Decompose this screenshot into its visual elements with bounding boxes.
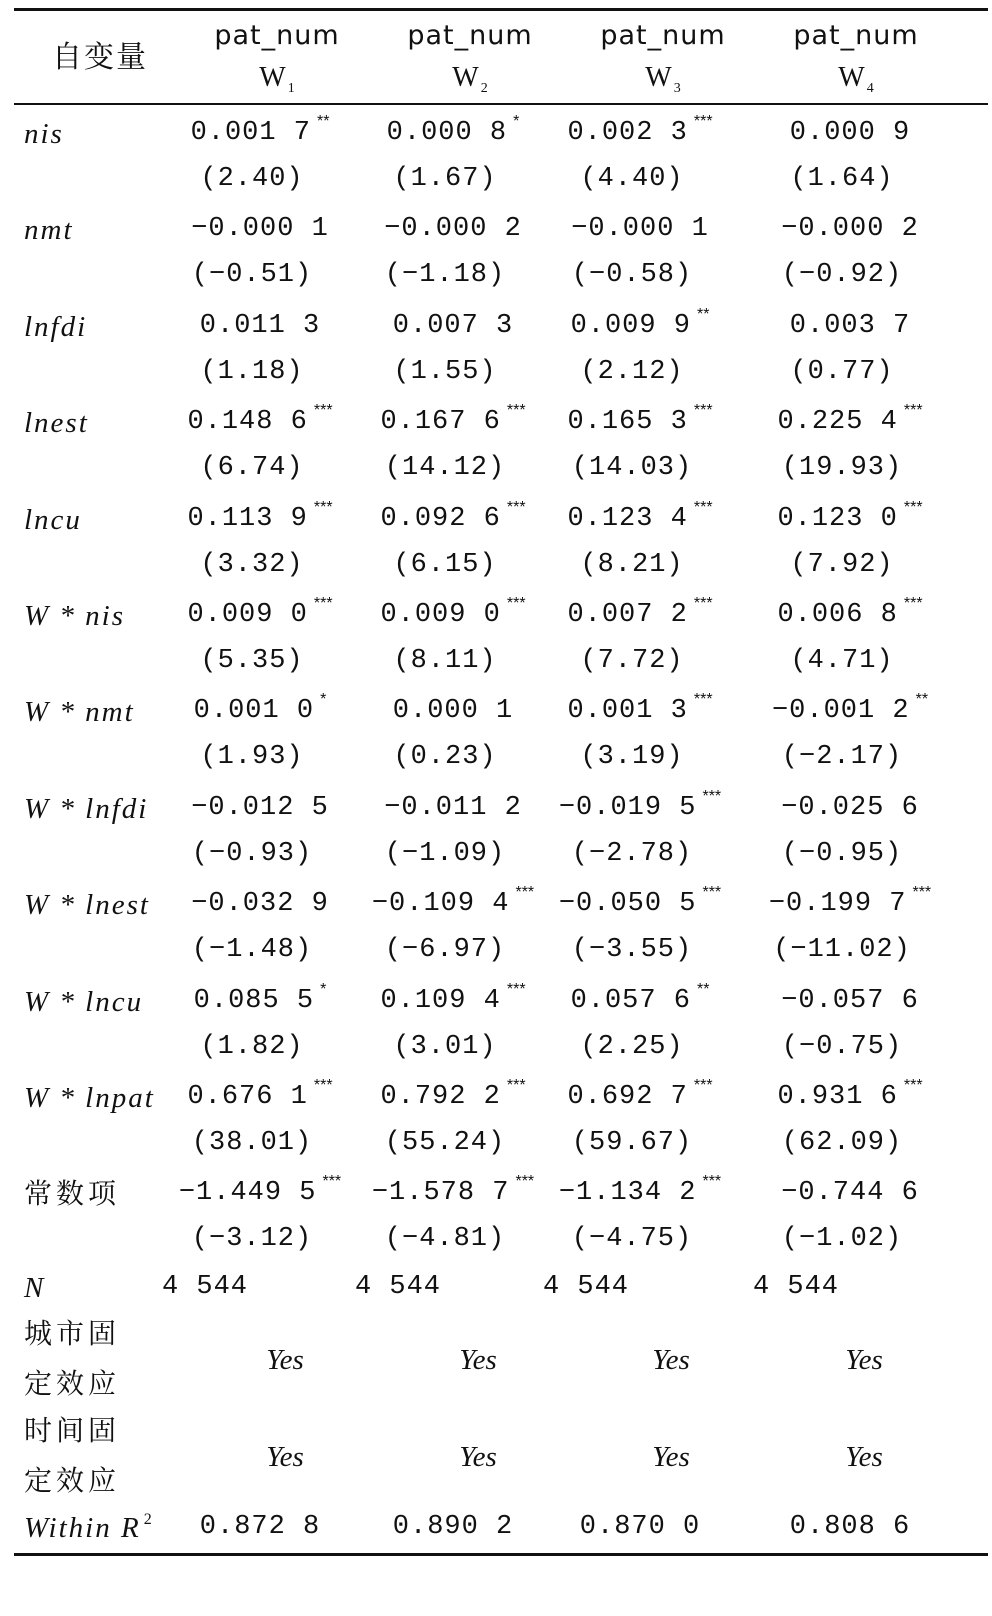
row-label: W * nis <box>24 600 125 632</box>
t-stat-cell: (−0.92) <box>781 260 903 291</box>
fixed-effect-value: Yes <box>845 1441 883 1473</box>
header-weight-2 <box>452 64 487 96</box>
t-stat-cell: (14.12) <box>384 453 506 484</box>
significance-stars: *** <box>693 402 713 420</box>
t-stat-cell: (14.03) <box>571 453 693 484</box>
bottom-rule <box>14 1553 988 1556</box>
significance-stars: ** <box>915 691 929 709</box>
significance-stars: *** <box>903 1077 923 1094</box>
t-stat-cell: (0.77) <box>790 356 894 387</box>
fixed-effect-value: Yes <box>652 1441 690 1473</box>
coef-value: 0.123 0 <box>777 503 898 534</box>
t-stat-cell: (−0.95) <box>781 838 903 869</box>
coef-cell <box>384 216 522 243</box>
coef-value: 0.001 0 <box>193 696 315 727</box>
coef-cell <box>777 402 923 438</box>
t-stat-cell: (−6.97) <box>384 935 506 966</box>
weight-subscript: 1 <box>287 81 295 96</box>
coef-value: 0.109 4 <box>380 985 501 1016</box>
significance-stars: ** <box>696 980 710 998</box>
coef-cell <box>190 113 330 148</box>
weight-subscript: 4 <box>866 81 874 96</box>
coef-value: −0.032 9 <box>191 889 329 920</box>
t-stat-cell: (1.82) <box>200 1031 304 1062</box>
weight-letter: W <box>838 62 865 93</box>
coef-cell <box>393 698 513 725</box>
significance-stars: *** <box>702 884 722 902</box>
coef-cell <box>567 402 713 438</box>
coef-value: 0.003 7 <box>789 310 911 341</box>
coef-value: 0.001 3 <box>567 696 688 727</box>
coef-value: 0.011 3 <box>199 310 321 341</box>
within-r2-value: 0.808 6 <box>789 1512 911 1542</box>
fixed-effect-value: Yes <box>266 1441 304 1473</box>
coef-value: −0.199 7 <box>768 889 907 920</box>
coef-value: 0.001 7 <box>190 118 311 148</box>
t-stat-cell: (1.67) <box>393 164 497 194</box>
significance-stars: *** <box>506 595 526 612</box>
t-stat-cell: (−4.75) <box>571 1224 693 1255</box>
significance-stars: *** <box>912 884 932 902</box>
r2-superscript: 2 <box>143 1511 154 1528</box>
coef-value: −0.012 5 <box>191 792 329 823</box>
coef-cell <box>380 402 526 438</box>
significance-stars: *** <box>693 498 713 516</box>
coef-value: −0.000 2 <box>384 214 522 245</box>
significance-stars: *** <box>903 498 923 516</box>
significance-stars: *** <box>313 1077 333 1094</box>
t-stat-cell: (−2.78) <box>571 838 693 869</box>
significance-stars: * <box>320 980 327 998</box>
coef-cell <box>371 1173 535 1209</box>
t-stat-cell: (2.25) <box>580 1031 684 1062</box>
header-weight-4 <box>838 64 873 96</box>
fixed-effect-label-line2: 定效应 <box>24 1464 121 1497</box>
t-stat-cell: (−1.48) <box>191 935 313 966</box>
t-stat-cell: (−1.02) <box>781 1224 903 1255</box>
coef-cell <box>771 691 929 727</box>
t-stat-cell: (−11.02) <box>773 935 911 966</box>
n-value: 4 544 <box>543 1272 630 1302</box>
header-dep-var-4: pat_num <box>793 20 919 51</box>
top-rule <box>14 8 988 11</box>
t-stat-cell: (3.19) <box>580 742 684 773</box>
coef-cell <box>777 595 923 630</box>
coef-cell <box>187 498 333 534</box>
coef-cell <box>380 595 526 630</box>
t-stat-cell: (5.35) <box>200 646 304 676</box>
fixed-effect-label-line2: 定效应 <box>24 1367 121 1400</box>
t-stat-cell: (3.01) <box>393 1031 497 1062</box>
coef-value: −1.134 2 <box>558 1178 697 1209</box>
coef-cell <box>567 498 713 534</box>
fixed-effect-value: Yes <box>845 1344 883 1376</box>
coef-cell <box>392 310 514 341</box>
fixed-effect-value: Yes <box>652 1344 690 1376</box>
t-stat-cell: (6.74) <box>200 453 304 484</box>
significance-stars: *** <box>313 595 333 612</box>
t-stat-cell: (−1.09) <box>384 838 506 869</box>
significance-stars: ** <box>316 113 330 130</box>
t-stat-cell: (1.55) <box>393 356 497 387</box>
row-label: lnest <box>24 407 89 440</box>
t-stat-cell: (−4.81) <box>384 1224 506 1255</box>
coef-value: −0.109 4 <box>371 889 510 920</box>
coef-value: −1.449 5 <box>178 1178 317 1209</box>
coef-value: −0.000 1 <box>571 214 709 245</box>
t-stat-cell: (3.32) <box>200 549 304 580</box>
coef-cell <box>193 980 327 1016</box>
weight-letter: W <box>452 62 479 93</box>
t-stat-cell: (19.93) <box>781 453 903 484</box>
header-dep-var-2: pat_num <box>407 20 533 51</box>
row-label: lnfdi <box>24 310 88 343</box>
coef-value: 0.167 6 <box>380 407 501 438</box>
significance-stars: *** <box>515 884 535 902</box>
coef-value: −0.000 2 <box>781 214 919 245</box>
coef-cell <box>193 691 327 727</box>
significance-stars: *** <box>506 1077 526 1094</box>
significance-stars: *** <box>903 595 923 612</box>
t-stat-cell: (−0.51) <box>191 260 313 291</box>
coef-value: −0.011 2 <box>384 792 522 823</box>
significance-stars: * <box>513 113 520 130</box>
row-label: W * lnfdi <box>24 792 149 825</box>
row-label: W * nmt <box>24 696 135 729</box>
row-label: lncu <box>24 503 82 536</box>
coef-cell <box>777 498 923 534</box>
row-label: W * lnest <box>24 889 150 922</box>
coef-value: −0.000 1 <box>191 214 329 245</box>
within-r2-text: Within R <box>24 1512 141 1544</box>
coef-cell <box>789 310 911 341</box>
coef-cell <box>178 1173 342 1209</box>
t-stat-cell: (62.09) <box>781 1128 903 1158</box>
t-stat-cell: (38.01) <box>191 1128 313 1158</box>
row-label: nis <box>24 118 64 150</box>
t-stat-cell: (7.92) <box>790 549 894 580</box>
coef-value: 0.092 6 <box>380 503 501 534</box>
header-variable-label: 自变量 <box>52 40 148 75</box>
t-stat-cell: (1.18) <box>200 356 304 387</box>
header-rule <box>14 103 988 105</box>
t-stat-cell: (8.11) <box>393 646 497 676</box>
coef-cell <box>371 884 535 920</box>
coef-value: 0.000 8 <box>386 118 508 148</box>
coef-cell <box>558 1173 722 1209</box>
within-r2-value: 0.890 2 <box>392 1512 514 1542</box>
coef-cell <box>567 595 713 630</box>
coef-cell <box>187 1077 333 1112</box>
header-dep-var-3: pat_num <box>600 20 726 51</box>
coef-cell <box>567 113 713 148</box>
coef-value: 0.009 0 <box>187 600 308 630</box>
header-dep-var-1: pat_num <box>214 20 340 51</box>
coef-value: 0.148 6 <box>187 407 308 438</box>
coef-value: 0.009 0 <box>380 600 501 630</box>
fixed-effect-value: Yes <box>266 1344 304 1376</box>
coef-cell <box>191 792 329 823</box>
weight-letter: W <box>259 62 286 93</box>
t-stat-cell: (−2.17) <box>781 742 903 773</box>
coef-value: −0.001 2 <box>771 696 910 727</box>
significance-stars: *** <box>313 498 333 516</box>
coef-value: −0.057 6 <box>781 985 919 1016</box>
coef-value: 0.009 9 <box>570 310 691 341</box>
significance-stars: *** <box>693 691 713 709</box>
t-stat-cell: (1.93) <box>200 742 304 773</box>
coef-value: 0.931 6 <box>777 1082 898 1112</box>
coef-value: −1.578 7 <box>371 1178 510 1209</box>
t-stat-cell: (−0.75) <box>781 1031 903 1062</box>
coef-value: 0.225 4 <box>777 407 898 438</box>
row-label: nmt <box>24 214 74 247</box>
coef-cell <box>380 498 526 534</box>
fixed-effect-value: Yes <box>459 1441 497 1473</box>
t-stat-cell: (1.64) <box>790 164 894 194</box>
weight-letter: W <box>645 62 672 93</box>
row-label: W * lnpat <box>24 1082 155 1114</box>
t-stat-cell: (2.40) <box>200 164 304 194</box>
fixed-effect-value: Yes <box>459 1344 497 1376</box>
coef-value: 0.692 7 <box>567 1082 688 1112</box>
row-label: W * lncu <box>24 985 144 1018</box>
coef-value: 0.792 2 <box>380 1082 501 1112</box>
coef-cell <box>781 1180 919 1207</box>
significance-stars: *** <box>693 1077 713 1094</box>
coef-value: 0.007 2 <box>567 600 688 630</box>
coef-cell <box>570 980 710 1016</box>
t-stat-cell: (−0.58) <box>571 260 693 291</box>
coef-cell <box>191 891 329 918</box>
t-stat-cell: (59.67) <box>571 1128 693 1158</box>
significance-stars: *** <box>313 402 333 420</box>
coef-value: 0.085 5 <box>193 985 315 1016</box>
significance-stars: *** <box>903 402 923 420</box>
coef-cell <box>199 310 321 341</box>
coef-value: 0.165 3 <box>567 407 688 438</box>
coef-value: 0.006 8 <box>777 600 898 630</box>
coef-value: 0.000 9 <box>789 118 911 148</box>
t-stat-cell: (55.24) <box>384 1128 506 1158</box>
coef-cell <box>558 884 722 920</box>
significance-stars: *** <box>506 402 526 420</box>
significance-stars: *** <box>693 595 713 612</box>
t-stat-cell: (7.72) <box>580 646 684 676</box>
t-stat-cell: (−3.55) <box>571 935 693 966</box>
significance-stars: *** <box>506 498 526 516</box>
t-stat-cell: (6.15) <box>393 549 497 580</box>
coef-cell <box>781 792 919 823</box>
coef-cell <box>781 985 919 1016</box>
coef-value: 0.676 1 <box>187 1082 308 1112</box>
significance-stars: ** <box>696 305 710 323</box>
coef-value: 0.113 9 <box>187 503 308 534</box>
coef-value: 0.007 3 <box>392 310 514 341</box>
within-r2-label <box>24 1511 154 1544</box>
n-value: 4 544 <box>355 1272 442 1302</box>
coef-cell <box>781 216 919 243</box>
fixed-effect-label-line1: 时间固 <box>24 1414 121 1447</box>
coef-value: −0.050 5 <box>558 889 697 920</box>
n-value: 4 544 <box>162 1272 249 1302</box>
significance-stars: *** <box>506 980 526 998</box>
t-stat-cell: (4.40) <box>580 164 684 194</box>
n-label: N <box>24 1272 46 1304</box>
coef-cell <box>567 691 713 727</box>
coef-cell <box>191 216 329 243</box>
significance-stars: *** <box>702 1173 722 1191</box>
t-stat-cell: (0.23) <box>393 742 497 773</box>
t-stat-cell: (−3.12) <box>191 1224 313 1255</box>
significance-stars: *** <box>693 113 713 130</box>
row-label: 常数项 <box>24 1177 121 1211</box>
coef-cell <box>380 1077 526 1112</box>
coef-cell <box>187 402 333 438</box>
coef-cell <box>567 1077 713 1112</box>
t-stat-cell: (4.71) <box>790 646 894 676</box>
header-weight-3 <box>645 64 680 96</box>
coef-cell <box>571 216 709 243</box>
coef-cell <box>384 792 522 823</box>
significance-stars: *** <box>702 787 722 805</box>
coef-value: 0.000 1 <box>392 696 514 727</box>
coef-cell <box>558 787 722 823</box>
coef-value: −0.019 5 <box>558 792 697 823</box>
coef-value: 0.057 6 <box>570 985 691 1016</box>
coef-cell <box>187 595 333 630</box>
coef-cell <box>570 305 710 341</box>
t-stat-cell: (8.21) <box>580 549 684 580</box>
within-r2-value: 0.870 0 <box>579 1512 701 1542</box>
t-stat-cell: (−1.18) <box>384 260 506 291</box>
n-value: 4 544 <box>753 1272 840 1302</box>
significance-stars: *** <box>515 1173 535 1191</box>
within-r2-value: 0.872 8 <box>199 1512 321 1542</box>
t-stat-cell: (−0.93) <box>191 838 313 869</box>
significance-stars: * <box>320 691 327 709</box>
coef-cell <box>386 113 520 148</box>
weight-subscript: 2 <box>480 81 488 96</box>
coef-value: −0.744 6 <box>781 1178 919 1209</box>
significance-stars: *** <box>322 1173 342 1191</box>
coef-value: −0.025 6 <box>781 792 919 823</box>
header-weight-1 <box>259 64 294 96</box>
coef-cell <box>380 980 526 1016</box>
fixed-effect-label-line1: 城市固 <box>24 1317 121 1350</box>
coef-cell <box>777 1077 923 1112</box>
t-stat-cell: (2.12) <box>580 356 684 387</box>
coef-value: 0.002 3 <box>567 118 688 148</box>
coef-value: 0.123 4 <box>567 503 688 534</box>
coef-cell <box>768 884 932 920</box>
weight-subscript: 3 <box>673 81 681 96</box>
coef-cell <box>790 120 910 147</box>
